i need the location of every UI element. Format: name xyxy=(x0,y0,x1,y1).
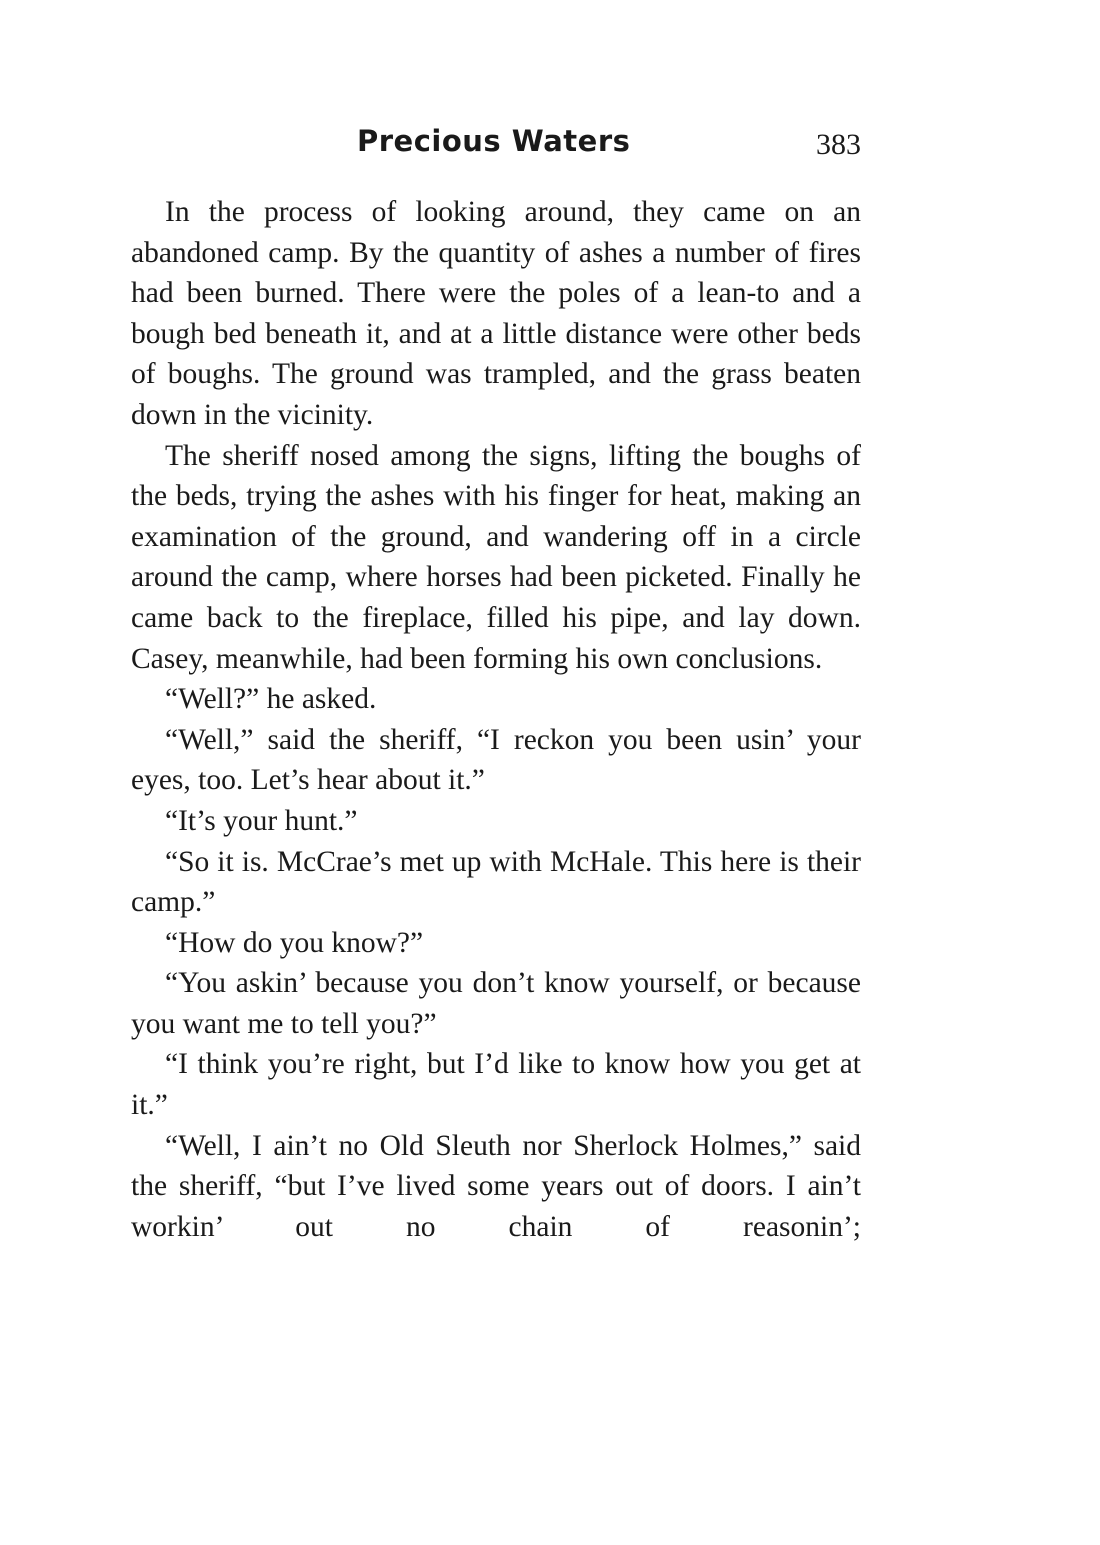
body-text xyxy=(131,192,861,1247)
paragraph: “Well, I ain’t no Old Sleuth nor Sherlock Holmes,” said the sheriff, “but I’ve lived some years out of doors. I ain’t workin’ out no chain of reasonin’; xyxy=(131,1129,861,1243)
book-page xyxy=(131,120,861,1247)
paragraph: “Well?” he asked. xyxy=(165,683,377,716)
running-title: Precious Waters xyxy=(357,124,631,158)
page-header xyxy=(131,120,861,172)
paragraph: “Well,” said the sheriff, “I reckon you been usin’ your eyes, too. Let’s hear about it.” xyxy=(131,723,861,797)
paragraph: “How do you know?” xyxy=(165,926,424,959)
paragraph: “You askin’ because you don’t know yourself, or because you want me to tell you?” xyxy=(131,967,861,1040)
paragraph: In the process of looking around, they came on an abandoned camp. By the quantity of ashes a number of fires had been burned. There were the poles of a lean-to and a bough bed beneath it, and at a little distance were other beds of boughs. The ground was trampled, and the grass beaten down in the vicinity. xyxy=(131,196,861,431)
paragraph: “So it is. McCrae’s met up with McHale. This here is their camp.” xyxy=(131,845,861,919)
page-number: 383 xyxy=(816,128,861,161)
paragraph: “I think you’re right, but I’d like to know how you get at it.” xyxy=(131,1048,861,1122)
paragraph: “It’s your hunt.” xyxy=(165,804,358,837)
paragraph: The sheriff nosed among the signs, lifting the boughs of the beds, trying the ashes with his finger for heat, making an examination of the ground, and wandering off in a circle around the camp, where horses had been picketed. Finally he came back to the fireplace, filled his pipe, and lay down. Casey, meanwhile, had been forming his own conclusions. xyxy=(131,439,861,675)
